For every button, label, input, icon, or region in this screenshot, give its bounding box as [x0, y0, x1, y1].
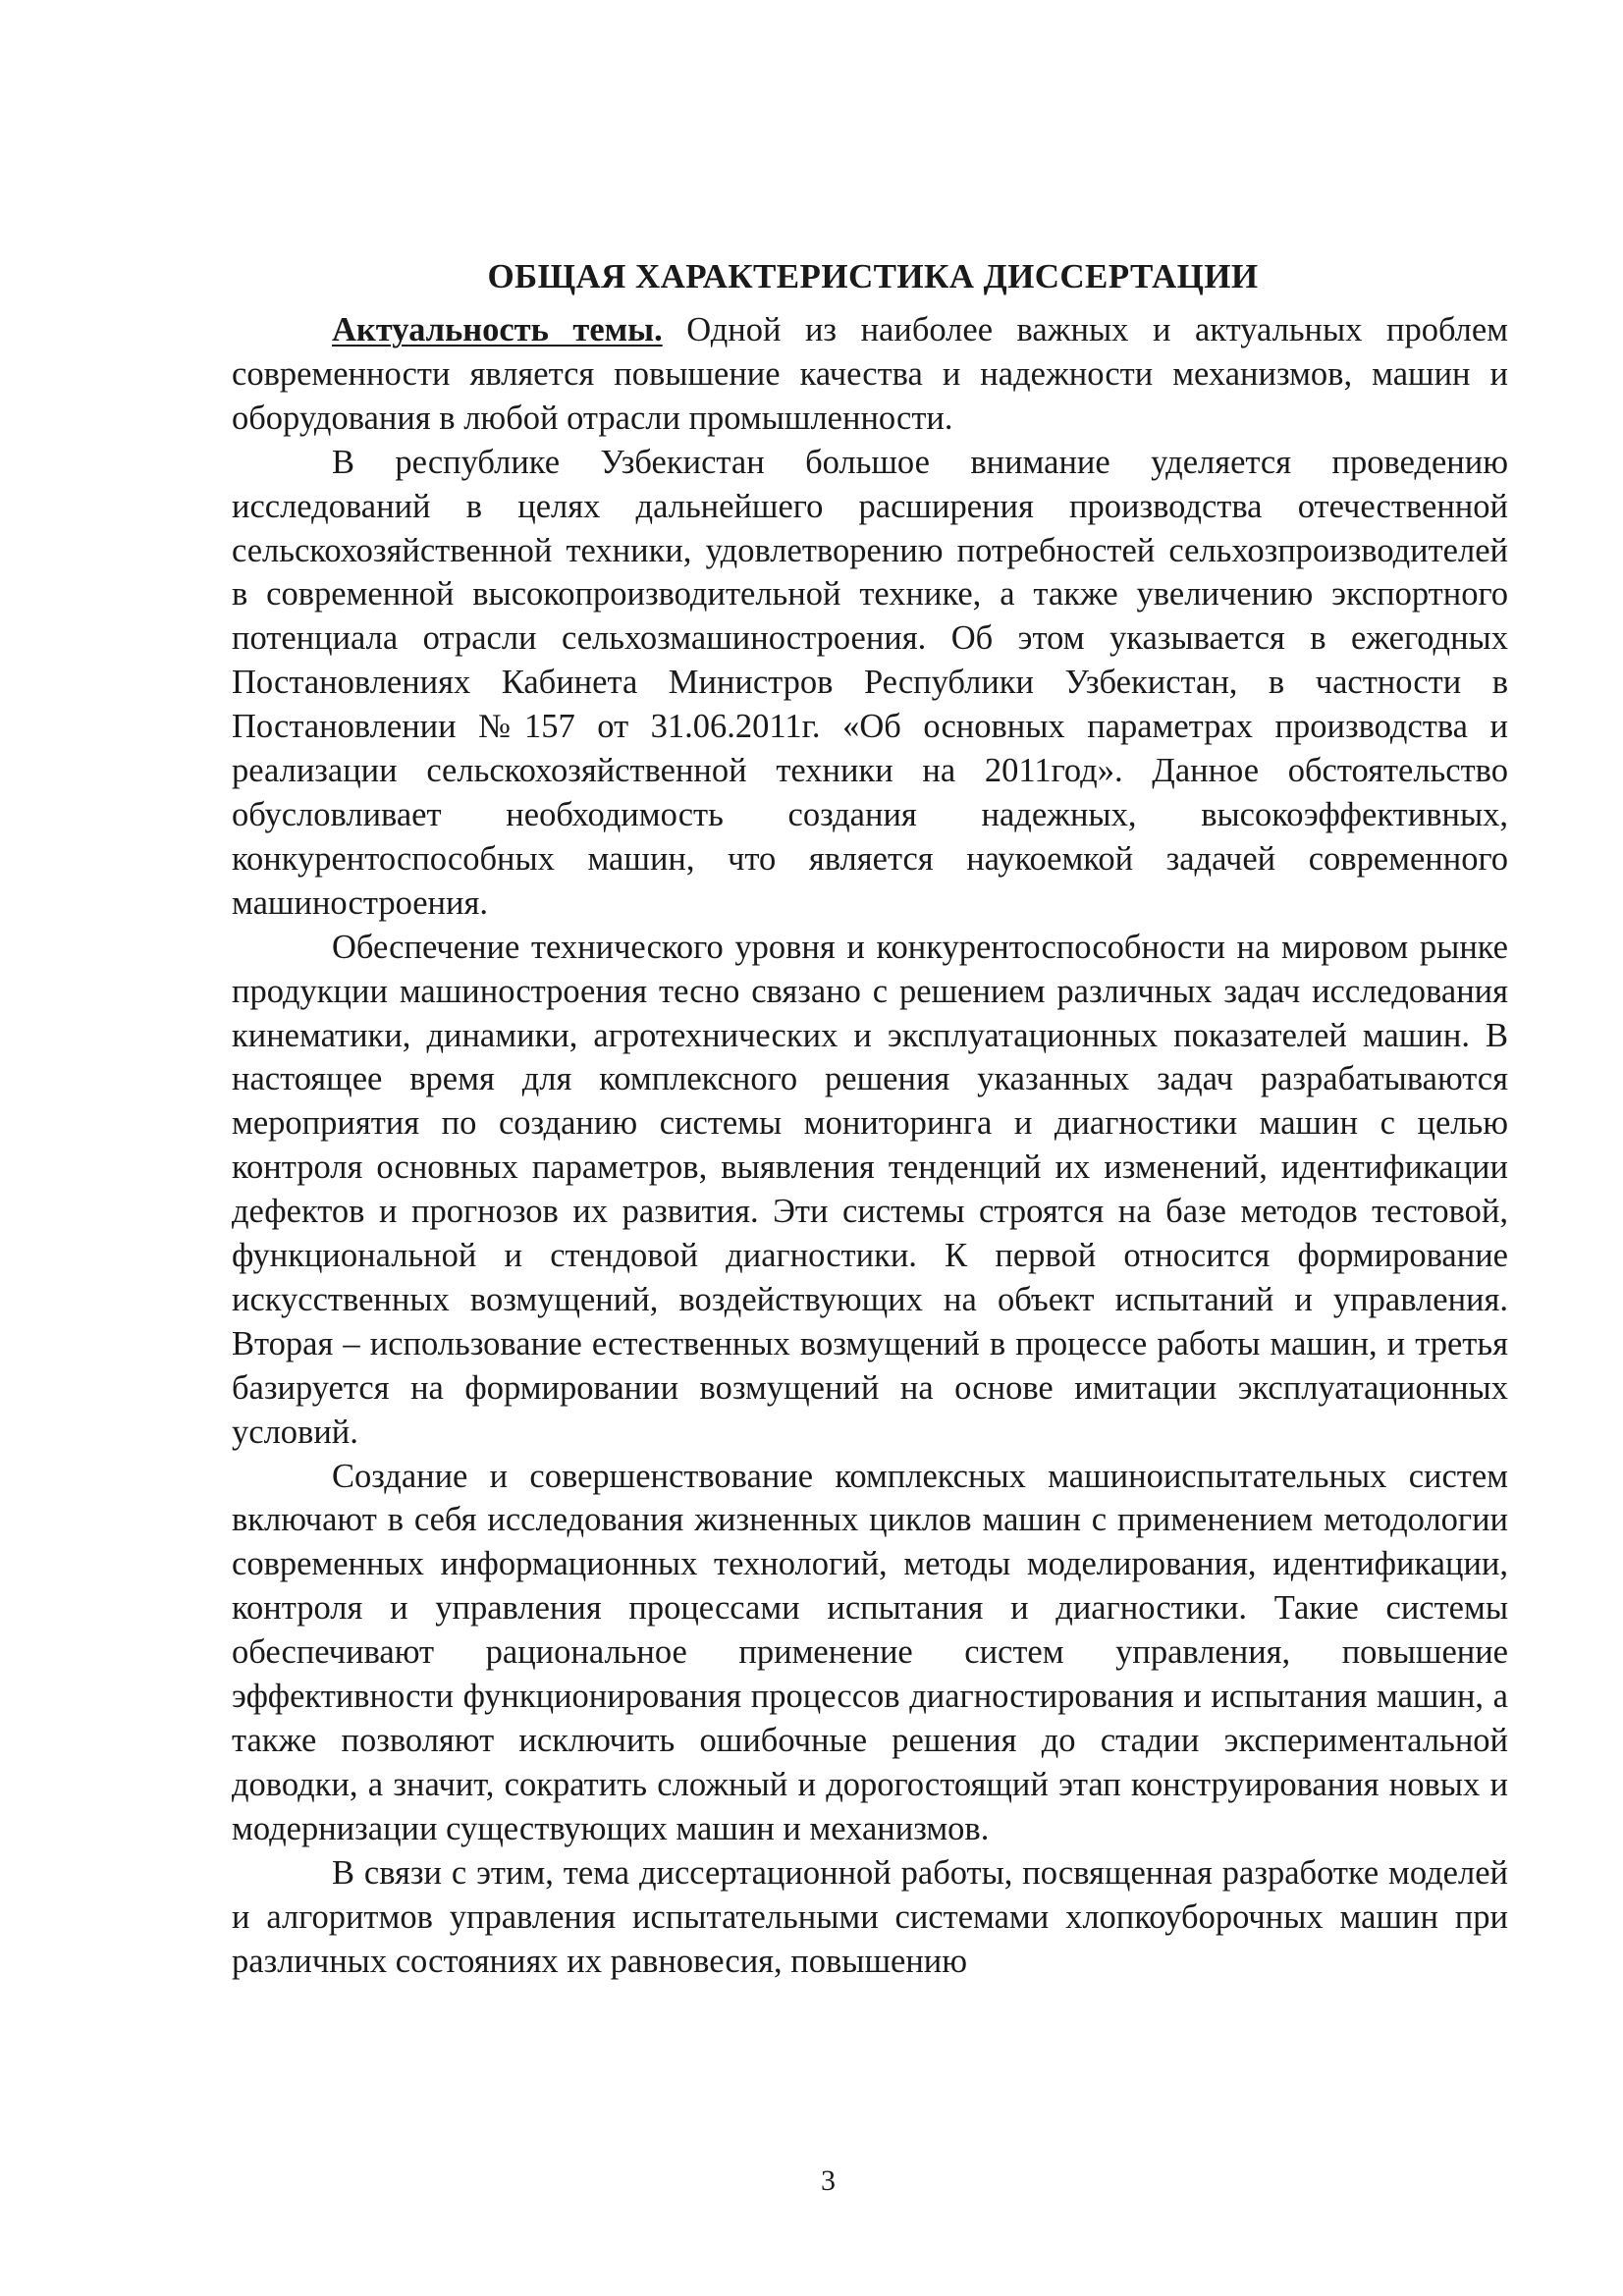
- page-number: 3: [821, 2164, 836, 2197]
- paragraph-relevance: [232, 308, 1508, 441]
- paragraph: В связи с этим, тема диссертационной работы, посвященная разработке моделей и алгоритмов управления испытательными системами хлопкоуборочных машин при различных состояниях их равновесия, повышению: [232, 1853, 1508, 1980]
- lead-heading: Актуальность темы.: [332, 311, 663, 348]
- paragraph: В республике Узбекистан большое внимание уделяется проведению исследований в целях дальнейшего расширения производства отечественной сельскохозяйственной техники, удовлетворению потребностей сельхозпроизводителей в современной высокопроизводительной технике, а также увеличению экспортного потенциала отрасли сельхозмашиностроения. Об этом указывается в ежегодных Постановлениях Кабинета Министров Республики Узбекистан, в частности в Постановлении №157 от 31.06.2011г. «Об основных параметрах производства и реализации сельскохозяйственной техники на 2011год». Данное обстоятельство обусловливает необходимость создания надежных, высокоэффективных, конкурентоспособных машин, что является наукоемкой задачей современного машиностроения.: [232, 443, 1508, 922]
- paragraph: Создание и совершенствование комплексных машиноиспытательных систем включают в себя исследования жизненных циклов машин с применением методологии современных информационных технологий, методы моделирования, идентификации, контроля и управления процессами испытания и диагностики. Такие системы обеспечивают рациональное применение систем управления, повышение эффективности функционирования процессов диагностирования и испытания машин, а также позволяют исключить ошибочные решения до стадии экспериментальной доводки, а значит, сократить сложный и дорогостоящий этап конструирования новых и модернизации существующих машин и механизмов.: [232, 1457, 1508, 1847]
- page-body: [232, 253, 1508, 1983]
- paragraph: Обеспечение технического уровня и конкурентоспособности на мировом рынке продукции машиностроения тесно связано с решением различных задач исследования кинематики, динамики, агротехнических и эксплуатационных показателей машин. В настоящее время для комплексного решения указанных задач разрабатываются мероприятия по созданию системы мониторинга и диагностики машин с целью контроля основных параметров, выявления тенденций их изменений, идентификации дефектов и прогнозов их развития. Эти системы строятся на базе методов тестовой, функциональной и стендовой диагностики. К первой относится формирование искусственных возмущений, воздействующих на объект испытаний и управления. Вторая – использование естественных возмущений в процессе работы машин, и третья базируется на формировании возмущений на основе имитации эксплуатационных условий.: [232, 928, 1508, 1451]
- paragraph-text: Одной из наиболее важных и актуальных проблем современности является повышение качества и надежности механизмов, машин и оборудования в любой отрасли промышленности.: [232, 311, 1508, 437]
- page-title: ОБЩАЯ ХАРАКТЕРИСТИКА ДИССЕРТАЦИИ: [487, 257, 1259, 295]
